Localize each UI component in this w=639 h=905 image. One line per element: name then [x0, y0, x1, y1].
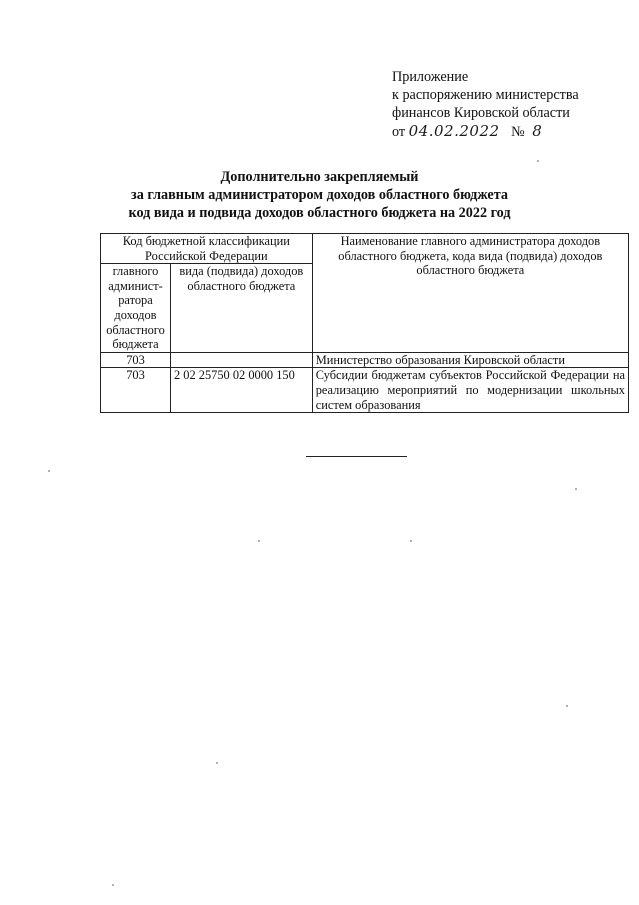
row-1-admin-code: 703: [101, 352, 171, 368]
row-2-type-code: 2 02 25750 02 0000 150: [170, 368, 312, 413]
scan-speck: [537, 160, 539, 162]
handwritten-date: 04.02.2022: [408, 122, 500, 140]
number-label: №: [511, 124, 525, 140]
scan-speck: [112, 884, 114, 886]
from-label: от: [392, 124, 406, 140]
appendix-block: [392, 68, 632, 141]
title-line-1: Дополнительно закрепляемый: [220, 169, 419, 185]
title-line-2: за главным администратором доходов областного бюджета: [131, 187, 508, 203]
scan-speck: [216, 762, 218, 764]
scan-speck: [258, 540, 260, 542]
header-name-column: Наименование главного администратора доходов областного бюджета, кода вида (подвида) доходов областного бюджета: [312, 234, 628, 353]
revenue-code-table: [100, 233, 629, 413]
appendix-order-line: к распоряжению министерства: [392, 87, 579, 103]
scan-speck: [575, 488, 577, 490]
table-row: [101, 368, 629, 413]
appendix-ministry-line: финансов Кировской области: [392, 105, 570, 121]
handwritten-number: 8: [532, 122, 543, 140]
appendix-title: Приложение: [392, 69, 469, 85]
scan-speck: [410, 540, 412, 542]
appendix-date-line: [392, 122, 632, 141]
row-1-name: Министерство образования Кировской области: [312, 352, 628, 368]
document-title: [0, 168, 639, 222]
title-line-3: код вида и подвида доходов областного бюджета на 2022 год: [128, 205, 511, 221]
header-admin-column: главного админист-ратора доходов областного бюджета: [101, 264, 171, 353]
row-2-name: Субсидии бюджетам субъектов Российской Федерации на реализацию мероприятий по модернизации школьных систем образования: [312, 368, 628, 413]
separator-line: [306, 456, 407, 457]
header-code-group: Код бюджетной классификации Российской Федерации: [101, 234, 313, 264]
row-2-admin-code: 703: [101, 368, 171, 413]
row-1-type-code: [170, 352, 312, 368]
header-type-column: вида (подвида) доходов областного бюджета: [170, 264, 312, 353]
table-row: [101, 352, 629, 368]
scan-speck: [566, 705, 568, 707]
table-header-row-1: [101, 234, 629, 264]
scan-speck: [48, 470, 50, 472]
